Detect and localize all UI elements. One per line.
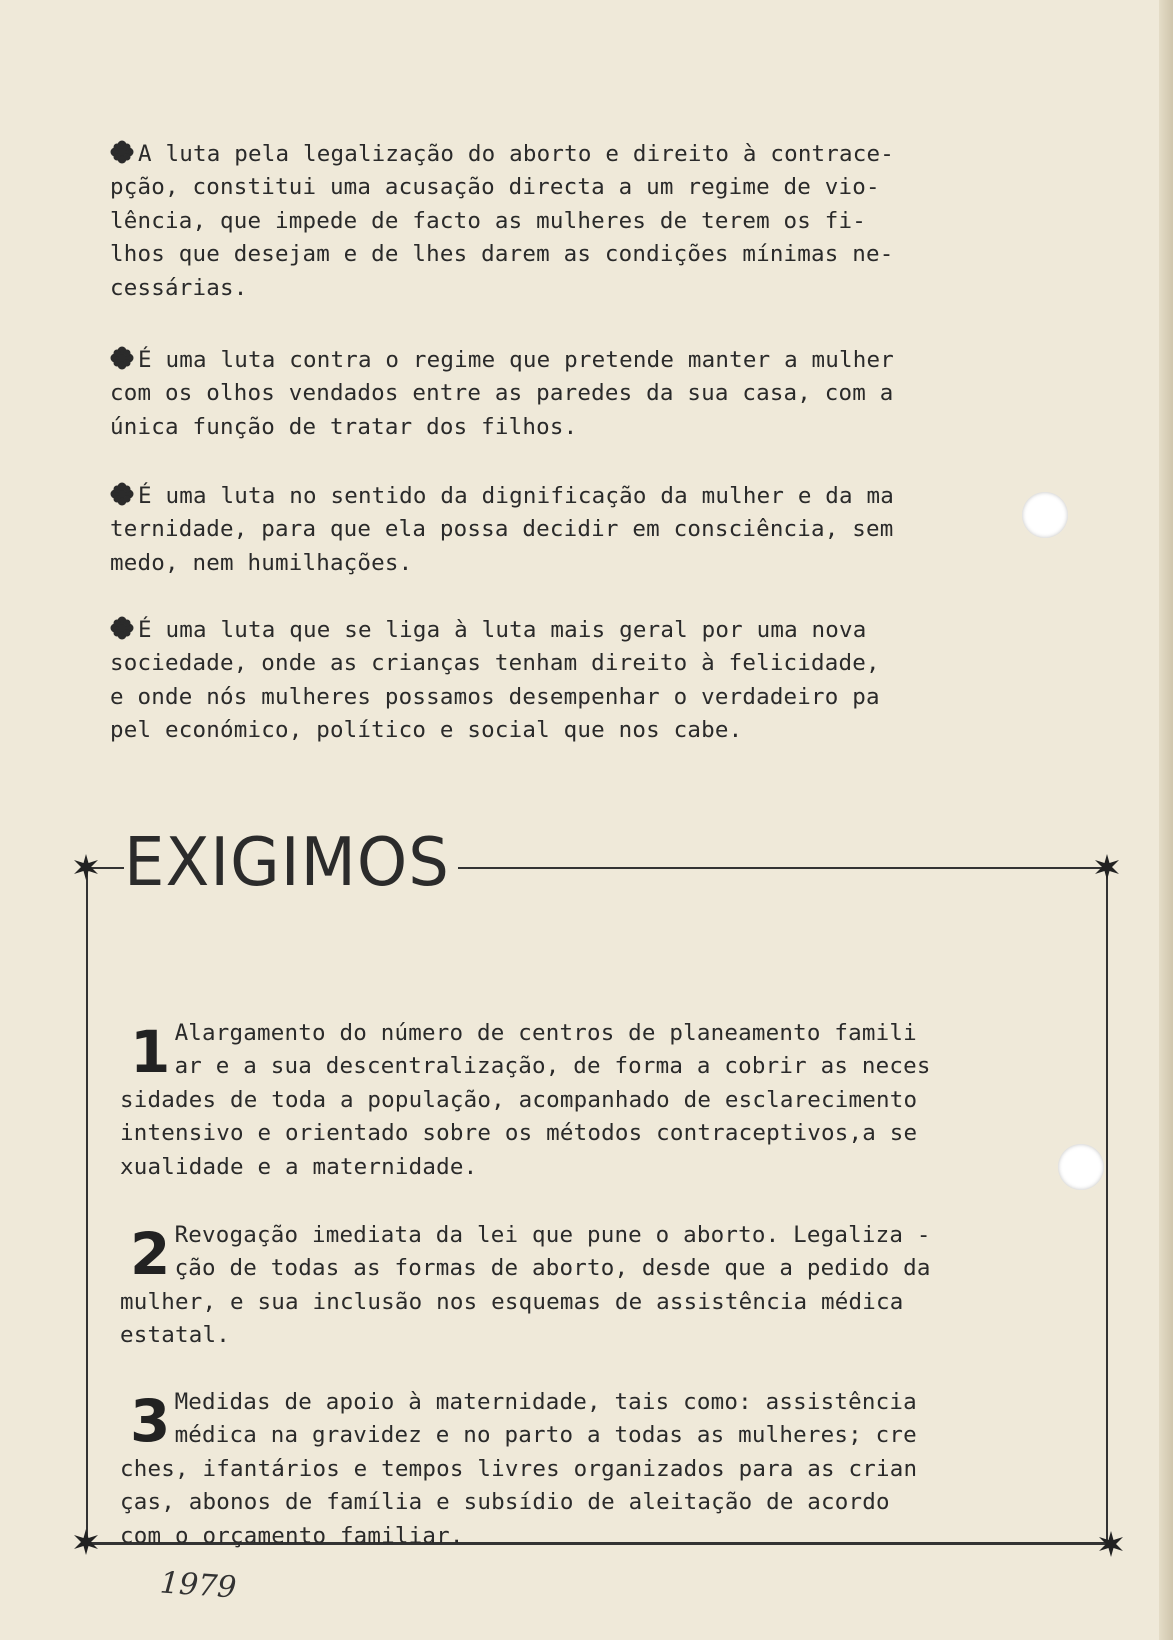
paper-edge xyxy=(1159,0,1173,1640)
star-ornament-icon xyxy=(72,1528,100,1556)
demand-1 xyxy=(120,983,1095,1184)
paragraph-4 xyxy=(110,580,880,748)
paragraph-1-text: A luta pela legalização do aborto e direito à contrace- pção, constitui uma acusação directa a um regime de vio- lência, que impede de facto as mulheres de terem os fi- lhos que desejam e de lhes darem as condições mínimas ne- cessárias. xyxy=(110,140,895,301)
flower-bullet-icon xyxy=(110,482,134,506)
demands-frame-right xyxy=(1106,868,1108,1543)
punch-hole-top xyxy=(1022,492,1068,538)
demand-text: Alargamento do número de centros de planeamento famili ar e a sua descentralização, de forma a cobrir as neces sidades de toda a população, acompanhado de esclarecimento intensivo e orientado sobre os métodos contraceptivos,a se xualidade e a maternidade. xyxy=(120,1019,931,1180)
demand-2 xyxy=(120,1185,1095,1353)
star-ornament-icon xyxy=(1093,853,1121,881)
demands-frame-left xyxy=(86,868,88,1543)
paragraph-2-text: É uma luta contra o regime que pretende manter a mulher com os olhos vendados entre as paredes da sua casa, com a única função de tratar dos filhos. xyxy=(110,346,895,440)
paragraph-4-text: É uma luta que se liga à luta mais geral por uma nova sociedade, onde as crianças tenham direito à felicidade, e onde nós mulheres possamos desempenhar o verdadeiro pa pel económico, político e social que nos cabe. xyxy=(110,616,880,743)
star-ornament-icon xyxy=(72,853,100,881)
demand-text: Medidas de apoio à maternidade, tais como: assistência médica na gravidez e no parto a todas as mulheres; cre ches, ifantários e tempos livres organizados para as crian ças, abonos de família e subsídio de aleitação de acordo com o orçamento familiar. xyxy=(120,1388,918,1549)
demand-number: 1 xyxy=(130,1017,171,1086)
star-ornament-icon xyxy=(1097,1530,1125,1558)
flower-bullet-icon xyxy=(110,616,134,640)
section-heading: EXIGIMOS xyxy=(124,827,458,900)
demand-text: Revogação imediata da lei que pune o aborto. Legaliza - ção de todas as formas de aborto, desde que a pedido da mulher, e sua inclusão nos esquemas de assistência médica estatal. xyxy=(120,1221,931,1348)
paragraph-3 xyxy=(110,446,894,580)
paragraph-2 xyxy=(110,310,894,444)
demand-number: 2 xyxy=(130,1219,171,1288)
demand-3 xyxy=(120,1352,1095,1553)
handwritten-year: 1979 xyxy=(158,1565,238,1606)
paragraph-3-text: É uma luta no sentido da dignificação da mulher e da ma ternidade, para que ela possa decidir em consciência, sem medo, nem humilhações. xyxy=(110,482,895,576)
demand-number: 3 xyxy=(130,1386,171,1455)
flower-bullet-icon xyxy=(110,346,134,370)
paragraph-1 xyxy=(110,104,894,305)
flower-bullet-icon xyxy=(110,140,134,164)
